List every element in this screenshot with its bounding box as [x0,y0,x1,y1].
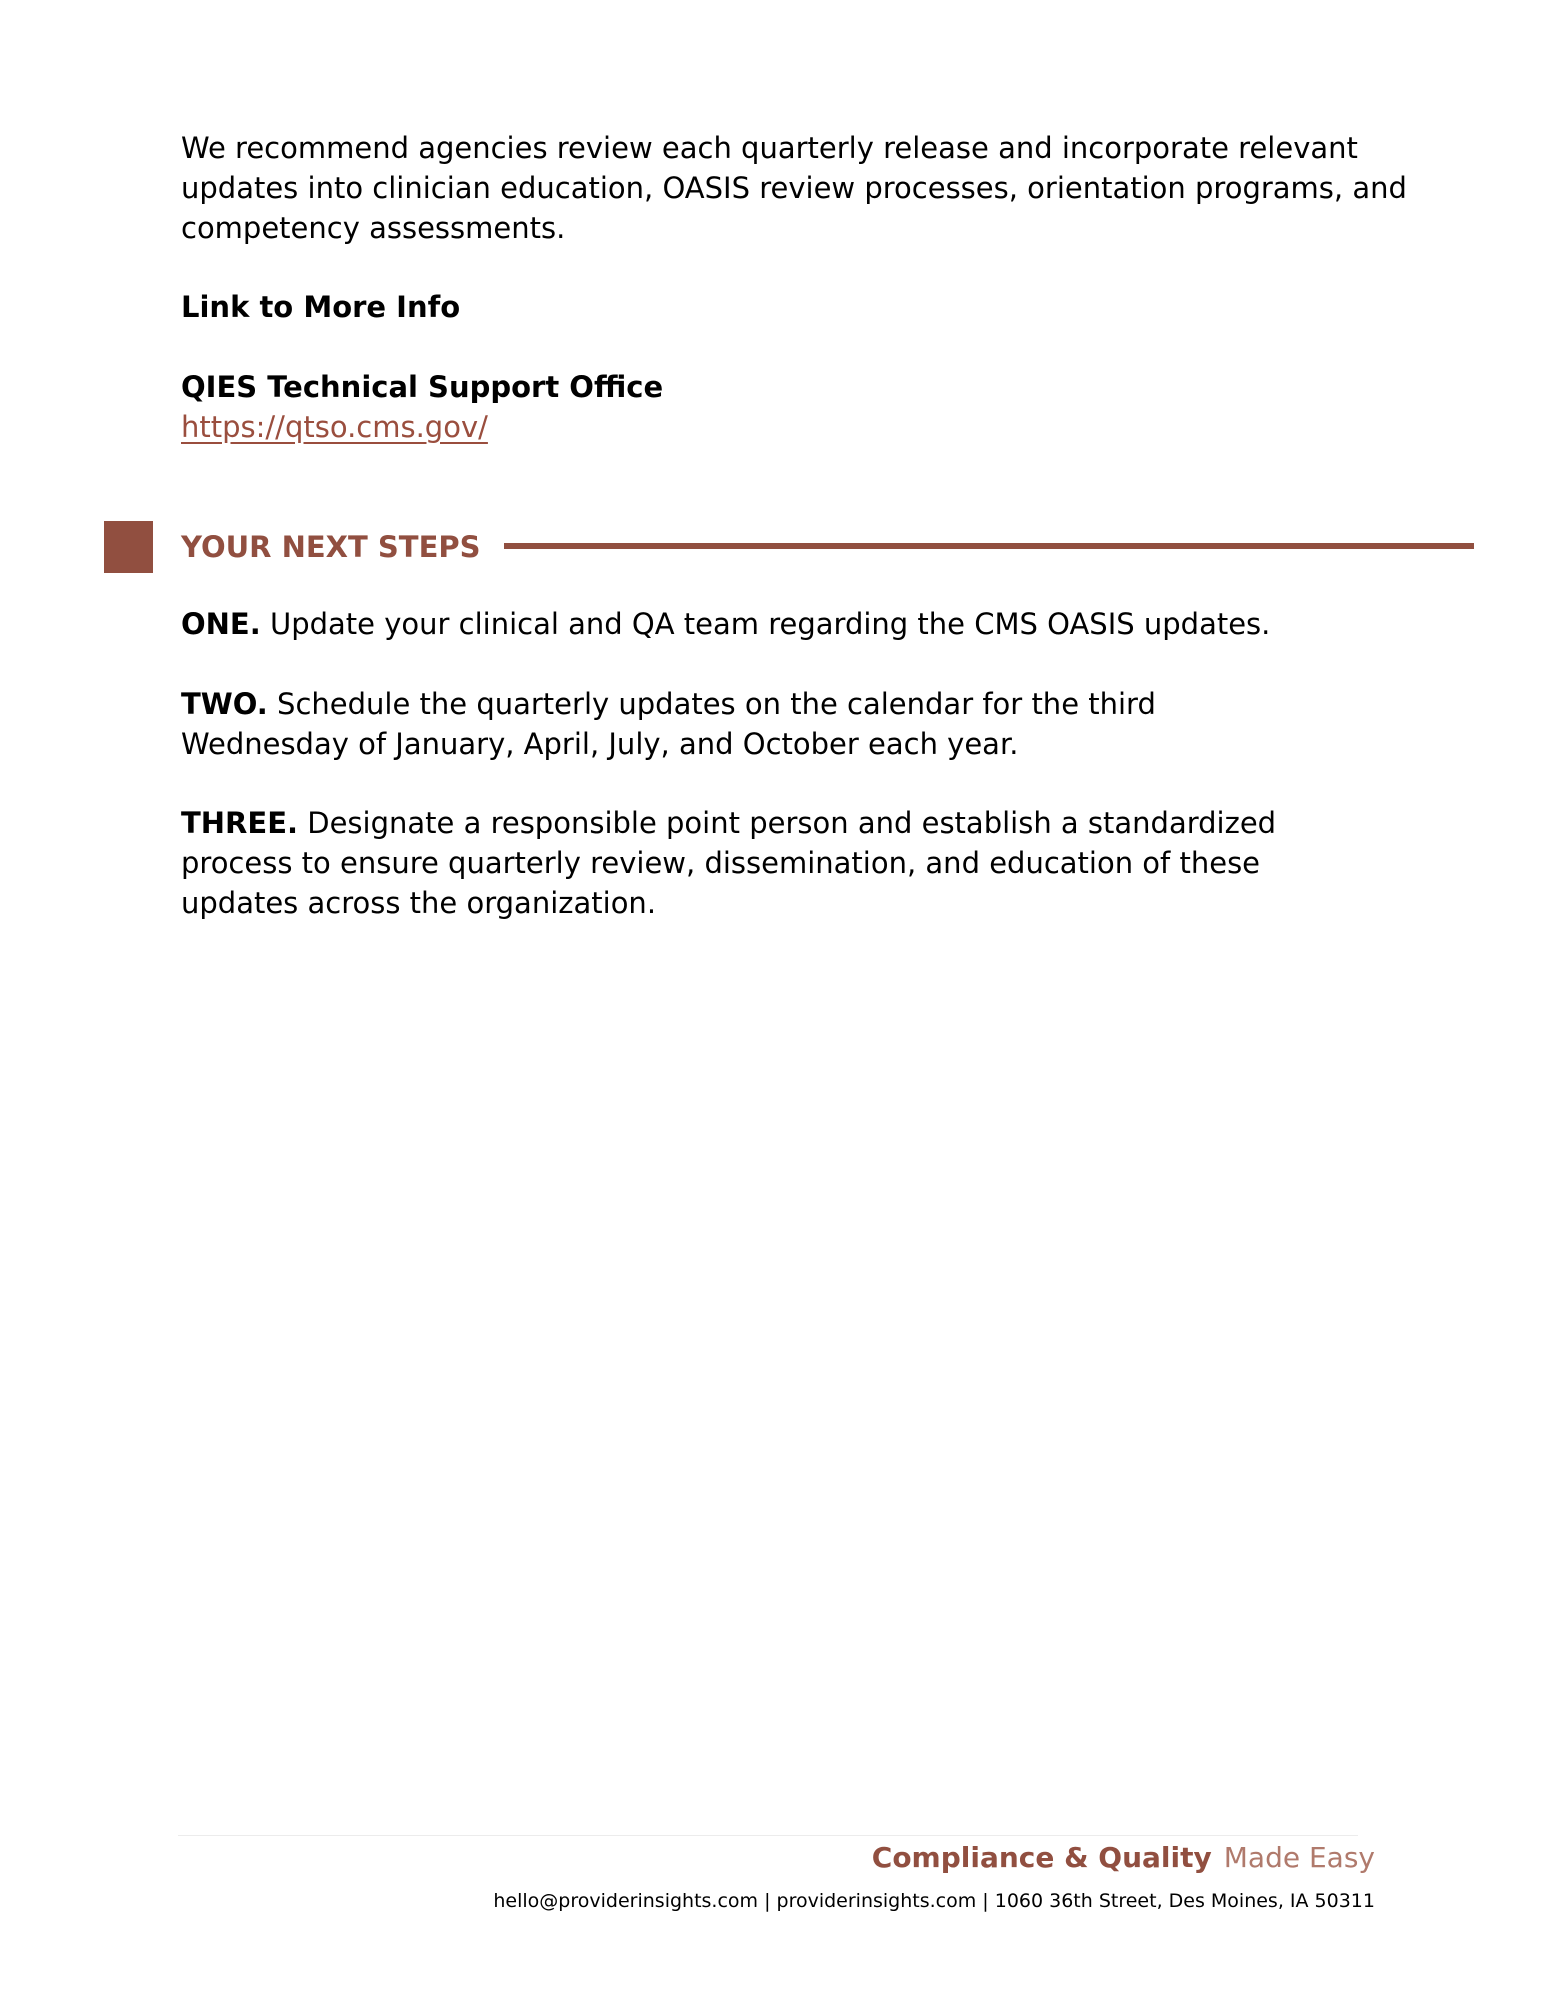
intro-paragraph: We recommend agencies review each quarterly release and incorporate relevant updates into clinician education, OASIS review processes, orientation programs, and competency assessments. [181,131,1407,245]
step-one [181,604,1431,644]
section-divider-line [504,543,1474,549]
step-label: THREE. [181,806,299,840]
step-label: ONE. [181,607,261,641]
step-two [181,684,1231,764]
tagline-light: Made Easy [1223,1841,1375,1874]
next-steps-header [104,521,1474,573]
step-label: TWO. [181,687,268,721]
resource-title: QIES Technical Support Office [181,370,664,404]
tagline-strong: Compliance & Quality [871,1841,1212,1874]
step-text: Update your clinical and QA team regarding the CMS OASIS updates. [260,607,1271,641]
section-marker-square [104,521,153,573]
footer-tagline [872,1838,1375,1878]
qtso-link[interactable]: https://qtso.cms.gov/ [181,410,488,444]
step-text: Designate a responsible point person and establish a standardized process to ensure quarterly review, dissemination, and education of these updates across the organization. [181,806,1277,920]
next-steps-title: YOUR NEXT STEPS [181,530,481,564]
step-three [181,803,1331,923]
footer-contact: hello@providerinsights.com | providerinsights.com | 1060 36th Street, Des Moines, IA 50311 [493,1890,1375,1912]
step-text: Schedule the quarterly updates on the calendar for the third Wednesday of January, April, July, and October each year. [181,687,1156,761]
more-info-heading: Link to More Info [181,290,461,324]
footer-divider [178,1835,1358,1836]
